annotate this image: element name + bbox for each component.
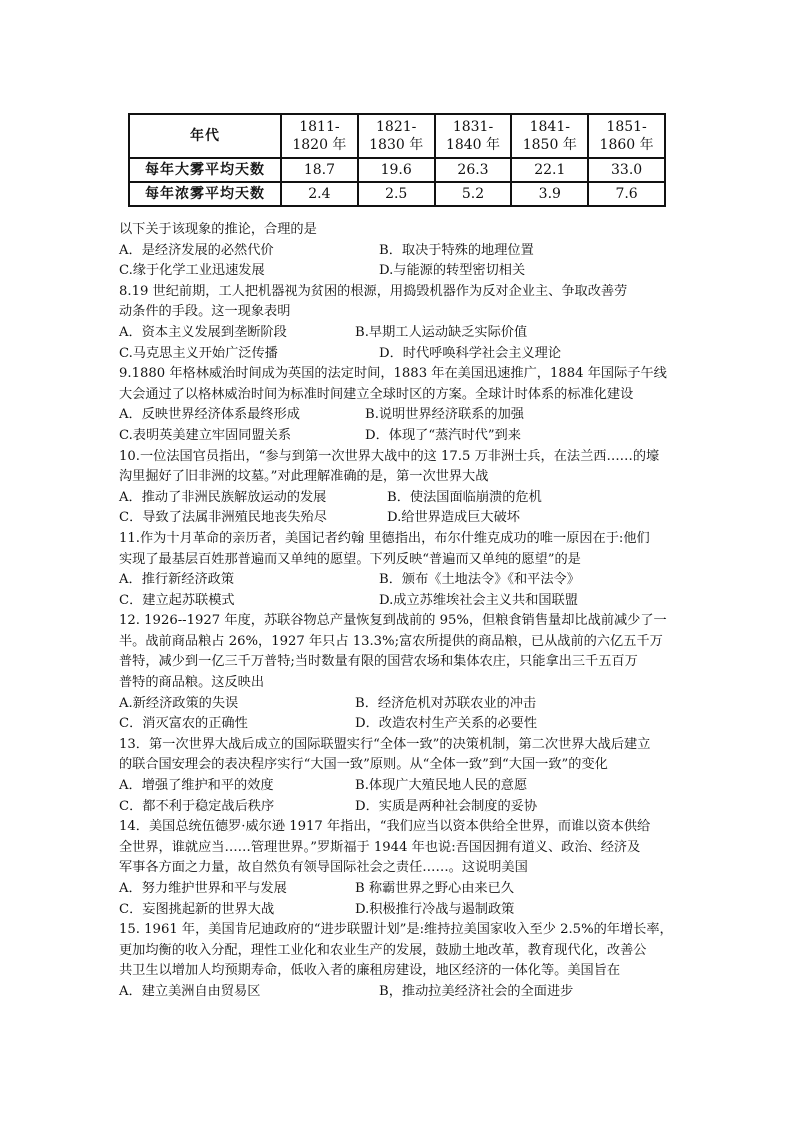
question-7-stem: 以下关于该现象的推论，合理的是 bbox=[119, 222, 317, 237]
table-cell: 18.7 bbox=[281, 158, 358, 182]
question-9-options-ab bbox=[119, 405, 679, 426]
option-b: B，推动拉美经济社会的全面进步 bbox=[379, 983, 574, 999]
question-10-options-ab bbox=[119, 488, 679, 509]
period-header: 1841- 1850 年 bbox=[511, 114, 588, 158]
question-11-stem: 11.作为十月革命的亲历者，美国记者约翰 里德指出，布尔什维克成功的唯一原因在于:他们 bbox=[119, 530, 650, 546]
option-d: D．时代呼唤科学社会主义理论 bbox=[379, 345, 562, 361]
option-d: D.积极推行冷战与遏制政策 bbox=[355, 901, 515, 917]
option-a: A．资本主义发展到垄断阶段 bbox=[119, 324, 287, 340]
option-a: A．增强了维护和平的效度 bbox=[119, 778, 274, 794]
question-7-options-ab bbox=[119, 241, 679, 262]
question-15-options-ab bbox=[119, 982, 679, 1003]
question-15-stem: 15. 1961 年，美国肯尼迪政府的“进步联盟计划”是:维持拉美国家收入至少 2.5%的年增长率， bbox=[119, 922, 673, 938]
question-11-stem-cont: 实现了最基层百姓那普遍而又单纯的愿望。下列反映“普遍而又单纯的愿望”的是 bbox=[119, 551, 581, 567]
option-b: B 称霸世界之野心由来已久 bbox=[355, 881, 514, 896]
option-a: A．推行新经济政策 bbox=[119, 572, 235, 588]
question-8-options-cd bbox=[119, 344, 679, 365]
question-12-stem-cont: 普特的商品粮。这反映出 bbox=[119, 675, 265, 691]
option-a: A.新经济政策的失误 bbox=[119, 695, 239, 711]
option-c: C.马克思主义开始广泛传播 bbox=[119, 345, 278, 361]
option-a: A．建立美洲自由贸易区 bbox=[119, 983, 261, 999]
option-c: C．导致了法属非洲殖民地丧失殆尽 bbox=[119, 510, 327, 526]
option-c: C.缘于化学工业迅速发展 bbox=[119, 263, 265, 279]
row-label: 每年大雾平均天数 bbox=[129, 158, 281, 182]
question-8-options-ab bbox=[119, 323, 679, 344]
question-8-stem: 8.19 世纪前期，工人把机器视为贫困的根源，用捣毁机器作为反对企业主、争取改善劳 bbox=[119, 283, 628, 299]
table-cell: 22.1 bbox=[511, 158, 588, 182]
question-12-options-cd bbox=[119, 714, 679, 735]
question-10-stem-cont: 沟里掘好了旧非洲的坟墓。”对此理解准确的是，第一次世界大战 bbox=[119, 469, 489, 485]
option-b: B.说明世界经济联系的加强 bbox=[365, 407, 524, 423]
question-11-options-cd bbox=[119, 591, 679, 612]
option-d: D.成立苏维埃社会主义共和国联盟 bbox=[379, 592, 578, 608]
questions bbox=[119, 220, 679, 1003]
question-8-stem-cont: 动条件的手段。这一现象表明 bbox=[119, 304, 291, 320]
table-row bbox=[129, 182, 665, 206]
question-14-stem-cont: 军事各方面之力量，故自然负有领导国际社会之责任……。这说明美国 bbox=[119, 860, 528, 876]
table-cell: 7.6 bbox=[588, 182, 665, 206]
option-b: B．使法国面临崩溃的危机 bbox=[387, 489, 542, 505]
option-d: D.给世界造成巨大破坏 bbox=[387, 510, 520, 526]
option-a: A．是经济发展的必然代价 bbox=[119, 242, 274, 258]
fog-days-table bbox=[128, 113, 666, 207]
option-d: D．实质是两种社会制度的妥协 bbox=[355, 798, 538, 814]
question-13-options-ab bbox=[119, 776, 679, 797]
table-row bbox=[129, 158, 665, 182]
option-d: D．体现了“蒸汽时代”到来 bbox=[365, 427, 521, 443]
option-a: A．努力维护世界和平与发展 bbox=[119, 881, 287, 896]
question-9-options-cd bbox=[119, 426, 679, 447]
question-10-stem: 10.一位法国官员指出，“参与到第一次世界大战中的这 17.5 万非洲士兵，在法兰西……的壕 bbox=[119, 448, 660, 464]
question-13-stem: 13．第一次世界大战后成立的国际联盟实行“全体一致”的决策机制，第二次世界大战后建立 bbox=[119, 736, 651, 752]
option-b: B.早期工人运动缺乏实际价值 bbox=[355, 324, 528, 340]
option-a: A．推动了非洲民族解放运动的发展 bbox=[119, 489, 327, 505]
question-15-stem-cont: 更加均衡的收入分配，理性工业化和农业生产的发展，鼓励土地改革，教育现代化，改善公 bbox=[119, 942, 647, 958]
question-10-options-cd bbox=[119, 508, 679, 529]
table-cell: 5.2 bbox=[435, 182, 512, 206]
option-b: B.体现广大殖民地人民的意愿 bbox=[355, 778, 528, 794]
question-13-stem-cont: 的联合国安理会的表决程序实行“大国一致”原则。从“全体一致”到“大国一致”的变化 bbox=[119, 757, 608, 773]
option-c: C．都不利于稳定战后秩序 bbox=[119, 798, 275, 814]
table-cell: 2.5 bbox=[358, 182, 435, 206]
question-9-stem-cont: 大会通过了以格林威治时间为标准时间建立全球时区的方案。全球计时体系的标准化建设 bbox=[119, 386, 634, 402]
option-a: A．反映世界经济体系最终形成 bbox=[119, 407, 300, 423]
table-cell: 26.3 bbox=[435, 158, 512, 182]
period-header: 1831- 1840 年 bbox=[435, 114, 512, 158]
option-d: D.与能源的转型密切相关 bbox=[379, 263, 526, 279]
option-b: B．经济危机对苏联农业的冲击 bbox=[355, 695, 537, 711]
question-12-stem-cont: 半。战前商品粮占 26%，1927 年只占 13.3%;富农所提供的商品粮，已从战前的六亿五千万 bbox=[119, 633, 663, 649]
question-15-stem-cont: 共卫生以增加人均预期寿命，低收入者的廉租房建设，地区经济的一体化等。美国旨在 bbox=[119, 963, 621, 979]
option-b: B．颁布《土地法令》《和平法令》 bbox=[379, 572, 580, 588]
option-d: D．改造农村生产关系的必要性 bbox=[355, 716, 538, 732]
question-9-stem: 9.1880 年格林威治时间成为英国的法定时间，1883 年在美国迅速推广，1884 年国际子午线 bbox=[119, 366, 667, 382]
option-b: B．取决于特殊的地理位置 bbox=[379, 242, 534, 258]
period-header: 1821- 1830 年 bbox=[358, 114, 435, 158]
period-header: 1851- 1860 年 bbox=[588, 114, 665, 158]
option-c: C.表明英美建立牢固同盟关系 bbox=[119, 427, 292, 443]
question-11-options-ab bbox=[119, 570, 679, 591]
question-13-options-cd bbox=[119, 797, 679, 818]
question-12-stem-cont: 普特，减少到一亿三千万普特;当时数量有限的国营农场和集体农庄，只能拿出三千五百万 bbox=[119, 654, 638, 670]
question-14-options-cd bbox=[119, 900, 679, 921]
row-label: 每年浓雾平均天数 bbox=[129, 182, 281, 206]
table-cell: 33.0 bbox=[588, 158, 665, 182]
period-header: 1811- 1820 年 bbox=[281, 114, 358, 158]
question-12-stem: 12. 1926--1927 年度，苏联谷物总产量恢复到战前的 95%，但粮食销售量却比战前减少了一 bbox=[119, 613, 667, 629]
question-14-stem: 14．美国总统伍德罗·威尔逊 1917 年指出，“我们应当以资本供给全世界，而谁以资本供给 bbox=[119, 819, 651, 835]
option-c: C．妄图挑起新的世界大战 bbox=[119, 901, 275, 917]
table-header-row bbox=[129, 114, 665, 158]
table-header-label: 年代 bbox=[129, 114, 281, 158]
question-14-stem-cont: 全世界，谁就应当……管理世界。”罗斯福于 1944 年也说:吾国因拥有道义、政治、经济及 bbox=[119, 839, 641, 855]
question-14-options-ab bbox=[119, 879, 679, 900]
question-7-options-cd bbox=[119, 261, 679, 282]
question-12-options-ab bbox=[119, 694, 679, 715]
table-cell: 19.6 bbox=[358, 158, 435, 182]
table-cell: 2.4 bbox=[281, 182, 358, 206]
option-c: C．建立起苏联模式 bbox=[119, 592, 235, 608]
option-c: C．消灭富农的正确性 bbox=[119, 716, 248, 732]
table-cell: 3.9 bbox=[511, 182, 588, 206]
